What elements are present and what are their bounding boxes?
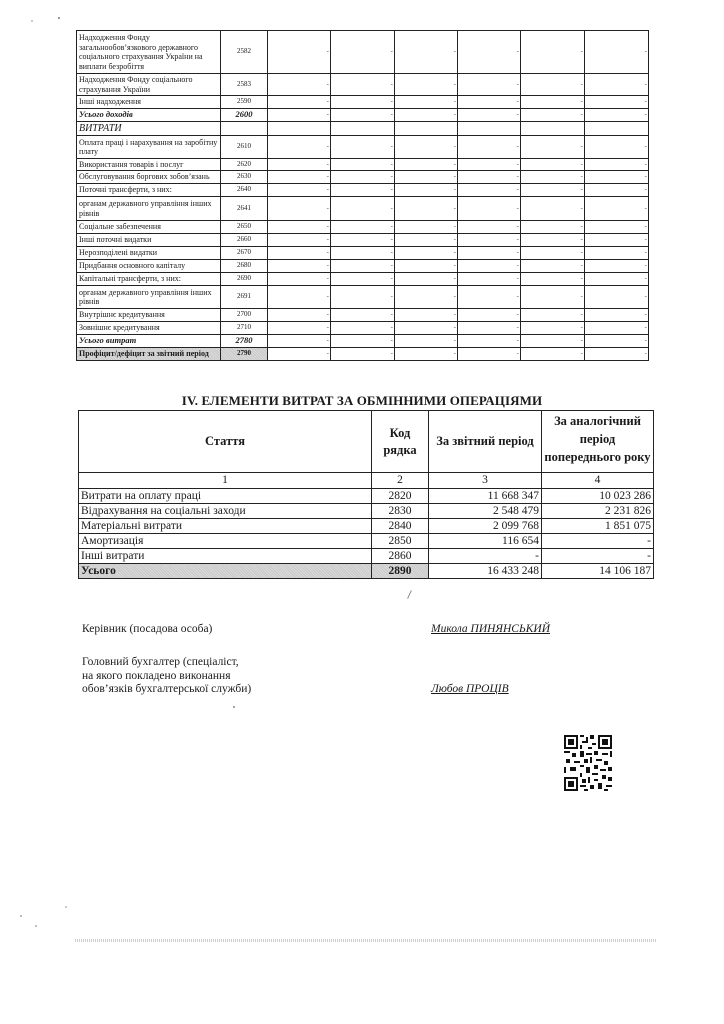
column-number: 3 xyxy=(429,473,542,489)
row-value: - xyxy=(521,348,585,361)
header-previous-period xyxy=(542,411,654,473)
row-value: - xyxy=(268,171,331,184)
row-value: - xyxy=(395,171,458,184)
row-value: - xyxy=(458,221,521,234)
row-code: 2860 xyxy=(372,549,429,564)
column-number: 2 xyxy=(372,473,429,489)
row-value: - xyxy=(521,309,585,322)
row-value: - xyxy=(331,171,395,184)
row-code: 2650 xyxy=(221,221,268,234)
row-value: - xyxy=(458,184,521,197)
row-value: - xyxy=(585,74,649,96)
row-value xyxy=(268,122,331,136)
row-value: - xyxy=(331,247,395,260)
current-value: 116 654 xyxy=(429,534,542,549)
row-value: - xyxy=(331,273,395,286)
current-value: 2 099 768 xyxy=(429,519,542,534)
row-code: 2690 xyxy=(221,273,268,286)
row-value: - xyxy=(458,74,521,96)
table-row xyxy=(79,489,654,504)
row-value: - xyxy=(458,159,521,171)
row-label: Поточні трансферти, з них: xyxy=(77,184,221,197)
row-value: - xyxy=(395,197,458,221)
row-label: органам державного управління інших рівнів xyxy=(77,286,221,309)
row-value: - xyxy=(268,286,331,309)
row-value: - xyxy=(395,159,458,171)
row-value: - xyxy=(585,260,649,273)
total-row xyxy=(79,564,654,579)
row-label: Надходження Фонду соціального страхування України xyxy=(77,74,221,96)
row-value xyxy=(521,122,585,136)
row-value: - xyxy=(268,136,331,159)
table-row xyxy=(79,534,654,549)
row-value: - xyxy=(585,286,649,309)
row-label: Соціальне забезпечення xyxy=(77,221,221,234)
table-row xyxy=(77,273,649,286)
previous-value: - xyxy=(542,549,654,564)
row-value: - xyxy=(585,348,649,361)
row-value: - xyxy=(458,322,521,335)
row-value: - xyxy=(268,109,331,122)
row-value: - xyxy=(458,309,521,322)
table-row xyxy=(77,31,649,74)
row-value: - xyxy=(268,159,331,171)
accountant-title-line: обов’язків бухгалтерської служби) xyxy=(82,683,252,695)
row-value: - xyxy=(395,322,458,335)
table-row xyxy=(77,171,649,184)
expense-elements-table xyxy=(78,410,654,579)
row-label: Капітальні трансферти, з них: xyxy=(77,273,221,286)
header-previous-period-text: За аналогічний період попереднього року xyxy=(544,414,651,464)
row-value: - xyxy=(395,335,458,348)
row-code: 2630 xyxy=(221,171,268,184)
row-code: 2710 xyxy=(221,322,268,335)
row-value: - xyxy=(521,335,585,348)
row-value: - xyxy=(458,171,521,184)
scan-speck xyxy=(20,915,22,917)
scan-speck xyxy=(58,17,60,19)
column-number: 4 xyxy=(542,473,654,489)
row-value: - xyxy=(585,322,649,335)
table-row xyxy=(77,221,649,234)
row-value: - xyxy=(395,184,458,197)
row-value xyxy=(458,122,521,136)
row-value: - xyxy=(268,273,331,286)
row-value: - xyxy=(268,335,331,348)
row-value: - xyxy=(458,335,521,348)
row-value: - xyxy=(395,74,458,96)
row-value: - xyxy=(521,159,585,171)
total-code: 2890 xyxy=(372,564,429,579)
row-label: Надходження Фонду загальнообов’язкового державного соціального страхування України на виплати безробіття xyxy=(77,31,221,74)
row-value: - xyxy=(331,184,395,197)
row-value: - xyxy=(521,286,585,309)
row-value: - xyxy=(331,221,395,234)
row-value: - xyxy=(585,96,649,109)
row-value: - xyxy=(395,260,458,273)
column-number: 1 xyxy=(79,473,372,489)
table-row xyxy=(79,519,654,534)
header-row xyxy=(79,411,654,473)
row-value: - xyxy=(268,184,331,197)
row-label: Амортизація xyxy=(79,534,372,549)
row-label: Нерозподілені видатки xyxy=(77,247,221,260)
row-code: 2780 xyxy=(221,335,268,348)
scan-artifact xyxy=(407,590,412,599)
row-value: - xyxy=(458,273,521,286)
row-value: - xyxy=(458,109,521,122)
row-value: - xyxy=(521,96,585,109)
row-label: Усього витрат xyxy=(77,335,221,348)
row-value: - xyxy=(521,171,585,184)
previous-value: 10 023 286 xyxy=(542,489,654,504)
row-value: - xyxy=(458,31,521,74)
row-value: - xyxy=(268,348,331,361)
income-expense-table xyxy=(76,30,649,361)
row-value: - xyxy=(521,260,585,273)
row-value: - xyxy=(585,273,649,286)
row-value xyxy=(331,122,395,136)
row-value: - xyxy=(268,234,331,247)
row-value: - xyxy=(331,335,395,348)
row-value: - xyxy=(395,247,458,260)
row-value: - xyxy=(268,309,331,322)
row-code: 2850 xyxy=(372,534,429,549)
row-value: - xyxy=(395,31,458,74)
row-code: 2700 xyxy=(221,309,268,322)
row-label: Обслуговування боргових зобов’язань xyxy=(77,171,221,184)
header-article: Стаття xyxy=(79,411,372,473)
row-label: ВИТРАТИ xyxy=(77,122,221,136)
row-value: - xyxy=(331,260,395,273)
row-value: - xyxy=(585,109,649,122)
scan-speck xyxy=(31,20,33,22)
row-value: - xyxy=(331,322,395,335)
scan-speck xyxy=(65,906,67,908)
row-value: - xyxy=(521,136,585,159)
total-previous-value: 14 106 187 xyxy=(542,564,654,579)
row-value: - xyxy=(268,322,331,335)
row-value: - xyxy=(585,136,649,159)
row-value: - xyxy=(395,109,458,122)
row-value: - xyxy=(585,31,649,74)
table-row xyxy=(77,197,649,221)
row-code: 2590 xyxy=(221,96,268,109)
row-value: - xyxy=(395,221,458,234)
table-row xyxy=(77,96,649,109)
row-value: - xyxy=(268,31,331,74)
row-label: Зовнішнє кредитування xyxy=(77,322,221,335)
row-code: 2830 xyxy=(372,504,429,519)
table-row xyxy=(77,309,649,322)
table-row xyxy=(77,247,649,260)
row-code: 2620 xyxy=(221,159,268,171)
row-value: - xyxy=(585,171,649,184)
row-value: - xyxy=(521,74,585,96)
row-value: - xyxy=(585,197,649,221)
row-value: - xyxy=(458,197,521,221)
row-value: - xyxy=(585,159,649,171)
header-current-period: За звітний період xyxy=(429,411,542,473)
table-row xyxy=(77,348,649,361)
total-current-value: 16 433 248 xyxy=(429,564,542,579)
table-row xyxy=(77,322,649,335)
row-value: - xyxy=(521,221,585,234)
row-label: органам державного управління інших рівнів xyxy=(77,197,221,221)
row-value: - xyxy=(458,234,521,247)
table-row xyxy=(77,122,649,136)
row-value: - xyxy=(268,74,331,96)
accountant-title-line: на якого покладено виконання xyxy=(82,669,231,682)
row-label: Інші надходження xyxy=(77,96,221,109)
row-value: - xyxy=(395,96,458,109)
row-label: Відрахування на соціальні заходи xyxy=(79,504,372,519)
table-row xyxy=(77,286,649,309)
current-value: 2 548 479 xyxy=(429,504,542,519)
row-value: - xyxy=(331,286,395,309)
row-label: Профіцит/дефіцит за звітний період xyxy=(77,348,221,361)
row-value: - xyxy=(331,309,395,322)
row-value: - xyxy=(395,348,458,361)
row-value: - xyxy=(585,184,649,197)
row-value: - xyxy=(395,136,458,159)
row-value: - xyxy=(268,197,331,221)
row-value: - xyxy=(521,234,585,247)
row-code: 2660 xyxy=(221,234,268,247)
row-value: - xyxy=(585,247,649,260)
scan-speck xyxy=(35,925,37,927)
row-code xyxy=(221,122,268,136)
head-name: Микола ПИНЯНСЬКИЙ xyxy=(431,623,550,635)
row-label: Внутрішнє кредитування xyxy=(77,309,221,322)
row-value: - xyxy=(268,247,331,260)
row-value xyxy=(395,122,458,136)
row-value: - xyxy=(585,335,649,348)
accountant-title-line: Головний бухгалтер (спеціаліст, xyxy=(82,656,239,668)
row-value: - xyxy=(521,322,585,335)
row-label: Оплата праці і нарахування на заробітну плату xyxy=(77,136,221,159)
row-label: Інші витрати xyxy=(79,549,372,564)
row-label: Витрати на оплату праці xyxy=(79,489,372,504)
row-value: - xyxy=(521,31,585,74)
row-value: - xyxy=(521,273,585,286)
total-label: Усього xyxy=(79,564,372,579)
row-code: 2600 xyxy=(221,109,268,122)
row-value: - xyxy=(331,109,395,122)
accountant-name: Любов ПРОЦІВ xyxy=(431,683,509,695)
previous-value: - xyxy=(542,534,654,549)
row-value: - xyxy=(268,260,331,273)
row-value: - xyxy=(395,309,458,322)
table-row xyxy=(79,504,654,519)
row-code: 2582 xyxy=(221,31,268,74)
table-row xyxy=(77,74,649,96)
row-code: 2583 xyxy=(221,74,268,96)
previous-value: 2 231 826 xyxy=(542,504,654,519)
table-row xyxy=(77,184,649,197)
row-code: 2790 xyxy=(221,348,268,361)
row-value: - xyxy=(521,247,585,260)
footer-divider xyxy=(75,939,657,942)
row-code: 2680 xyxy=(221,260,268,273)
row-code: 2670 xyxy=(221,247,268,260)
row-value: - xyxy=(458,260,521,273)
row-value: - xyxy=(331,159,395,171)
row-label: Використання товарів і послуг xyxy=(77,159,221,171)
previous-value: 1 851 075 xyxy=(542,519,654,534)
row-value: - xyxy=(521,109,585,122)
row-value: - xyxy=(395,286,458,309)
row-label: Інші поточні видатки xyxy=(77,234,221,247)
row-value: - xyxy=(458,247,521,260)
table-row xyxy=(77,159,649,171)
table-row xyxy=(77,136,649,159)
row-value: - xyxy=(331,96,395,109)
row-code: 2840 xyxy=(372,519,429,534)
current-value: 11 668 347 xyxy=(429,489,542,504)
row-value: - xyxy=(331,234,395,247)
table-row xyxy=(77,109,649,122)
row-value: - xyxy=(395,273,458,286)
row-value: - xyxy=(521,184,585,197)
row-value: - xyxy=(585,234,649,247)
qr-code-icon xyxy=(562,733,614,793)
row-value: - xyxy=(458,96,521,109)
column-number-row xyxy=(79,473,654,489)
row-code: 2640 xyxy=(221,184,268,197)
row-value: - xyxy=(331,197,395,221)
current-value: - xyxy=(429,549,542,564)
table-row xyxy=(77,234,649,247)
row-value: - xyxy=(458,348,521,361)
row-value xyxy=(585,122,649,136)
table-row xyxy=(79,549,654,564)
head-title: Керівник (посадова особа) xyxy=(82,623,213,635)
row-value: - xyxy=(458,136,521,159)
row-value: - xyxy=(585,221,649,234)
row-value: - xyxy=(331,31,395,74)
row-value: - xyxy=(268,96,331,109)
row-value: - xyxy=(585,309,649,322)
table-row xyxy=(77,335,649,348)
scan-speck xyxy=(233,706,235,708)
row-value: - xyxy=(331,348,395,361)
row-value: - xyxy=(268,221,331,234)
row-value: - xyxy=(331,74,395,96)
row-value: - xyxy=(458,286,521,309)
header-code: Код рядка xyxy=(372,411,429,473)
row-label: Придбання основного капіталу xyxy=(77,260,221,273)
row-code: 2610 xyxy=(221,136,268,159)
table-row xyxy=(77,260,649,273)
row-code: 2641 xyxy=(221,197,268,221)
row-code: 2820 xyxy=(372,489,429,504)
row-label: Матеріальні витрати xyxy=(79,519,372,534)
row-value: - xyxy=(395,234,458,247)
row-label: Усього доходів xyxy=(77,109,221,122)
income-expense-table-body xyxy=(77,31,649,361)
row-value: - xyxy=(521,197,585,221)
row-code: 2691 xyxy=(221,286,268,309)
row-value: - xyxy=(331,136,395,159)
section-iv-title: IV. ЕЛЕМЕНТИ ВИТРАТ ЗА ОБМІННИМИ ОПЕРАЦІЯМИ xyxy=(181,393,543,408)
accountant-title xyxy=(82,656,251,697)
